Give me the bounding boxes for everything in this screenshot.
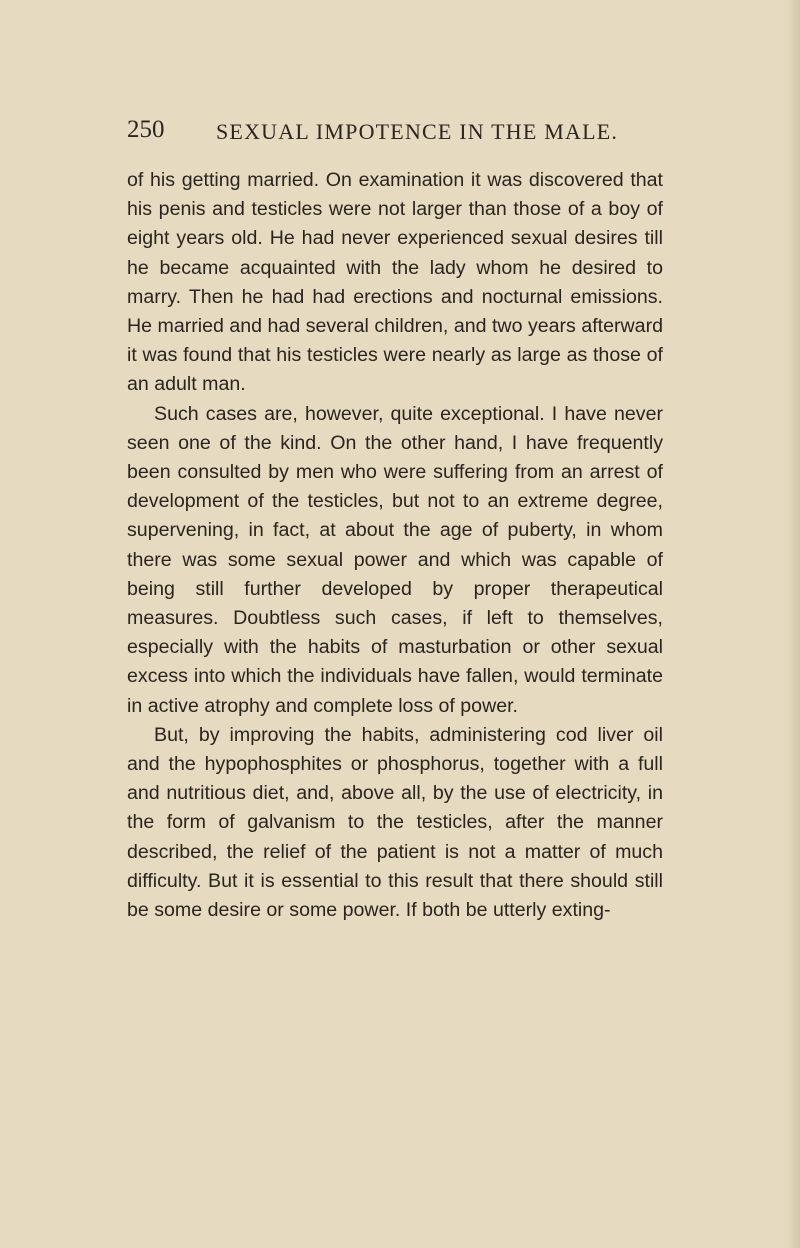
page-edge-shadow [786, 0, 800, 1248]
paragraph-exceptional-cases: Such cases are, however, quite exceptional. I have never seen one of the kind. On the other hand, I have frequently been consulted by men who were suffering from an arrest of development of the testicles, but not to an extreme degree, supervening, in fact, at about the age of puberty, in whom there was some sexual power and which was capable of being still further developed by proper therapeutical measures. Doubtless such cases, if left to themselves, especially with the habits of masturbation or other sexual excess into which the individuals have fallen, would terminate in active atrophy and complete loss of power. [127, 402, 663, 717]
body-text [127, 166, 663, 925]
paragraph-continuation: of his getting married. On examination it was discovered that his penis and testicles were not larger than those of a boy of eight years old. He had never experienced sexual desires till he became acquainted with the lady whom he desired to marry. Then he had had erections and nocturnal emissions. He married and had several children, and two years afterward it was found that his testicles were nearly as large as those of an adult man. [127, 169, 663, 396]
running-head: SEXUAL IMPOTENCE IN THE MALE. [216, 119, 619, 144]
page-number: 250 [127, 116, 165, 143]
page-header [127, 116, 619, 146]
paragraph-treatment: But, by improving the habits, administering cod liver oil and the hypophosphites or phosphorus, together with a full and nutritious diet, and, above all, by the use of electricity, in the form of galvanism to the testicles, after the manner described, the relief of the patient is not a matter of much difficulty. But it is essential to this result that there should still be some desire or some power. If both be utterly exting- [127, 723, 663, 922]
